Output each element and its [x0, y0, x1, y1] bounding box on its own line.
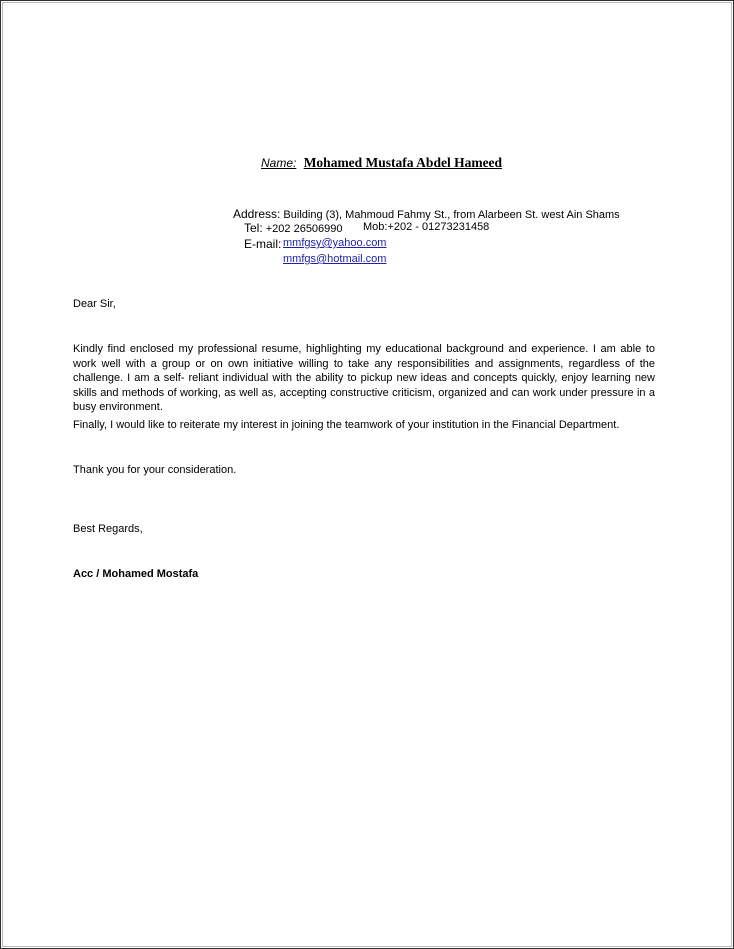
email-link-hotmail[interactable]: mmfgs@hotmail.com [283, 253, 387, 265]
body-paragraph-2: Finally, I would like to reiterate my interest in joining the teamwork of your institution in the Financial Department. [73, 419, 620, 431]
mobile-value: Mob:+202 - 01273231458 [363, 221, 490, 233]
address-label: Address: [233, 207, 281, 221]
address-line [233, 207, 620, 221]
thanks-line: Thank you for your consideration. [73, 464, 237, 476]
body-paragraph-1: Kindly find enclosed my professional resume, highlighting my educational background and experience. I am able to work well with a group or on own initiative willing to take any responsibilities and assignments, regardless of the challenge. I am a self- reliant individual with the ability to pickup new ideas and concepts quickly, enjoy learning new skills and methods of working, as well as, accepting constructive criticism, organized and can work under pressure in a busy environment. [73, 343, 655, 414]
name-value: Mohamed Mustafa Abdel Hameed [303, 155, 503, 170]
email-link-yahoo[interactable]: mmfgsy@yahoo.com [283, 237, 387, 249]
tel-label: Tel: [244, 221, 263, 235]
tel-value: +202 26506990 [265, 223, 343, 235]
name-line [261, 155, 502, 171]
name-label: Name: [261, 156, 297, 170]
closing: Best Regards, [73, 523, 143, 535]
salutation: Dear Sir, [73, 298, 116, 310]
signature: Acc / Mohamed Mostafa [73, 568, 199, 580]
address-value: Building (3), Mahmoud Fahmy St., from Alarbeen St. west Ain Shams [283, 209, 620, 221]
tel-line [244, 221, 343, 235]
email-label: E-mail: [244, 237, 282, 251]
